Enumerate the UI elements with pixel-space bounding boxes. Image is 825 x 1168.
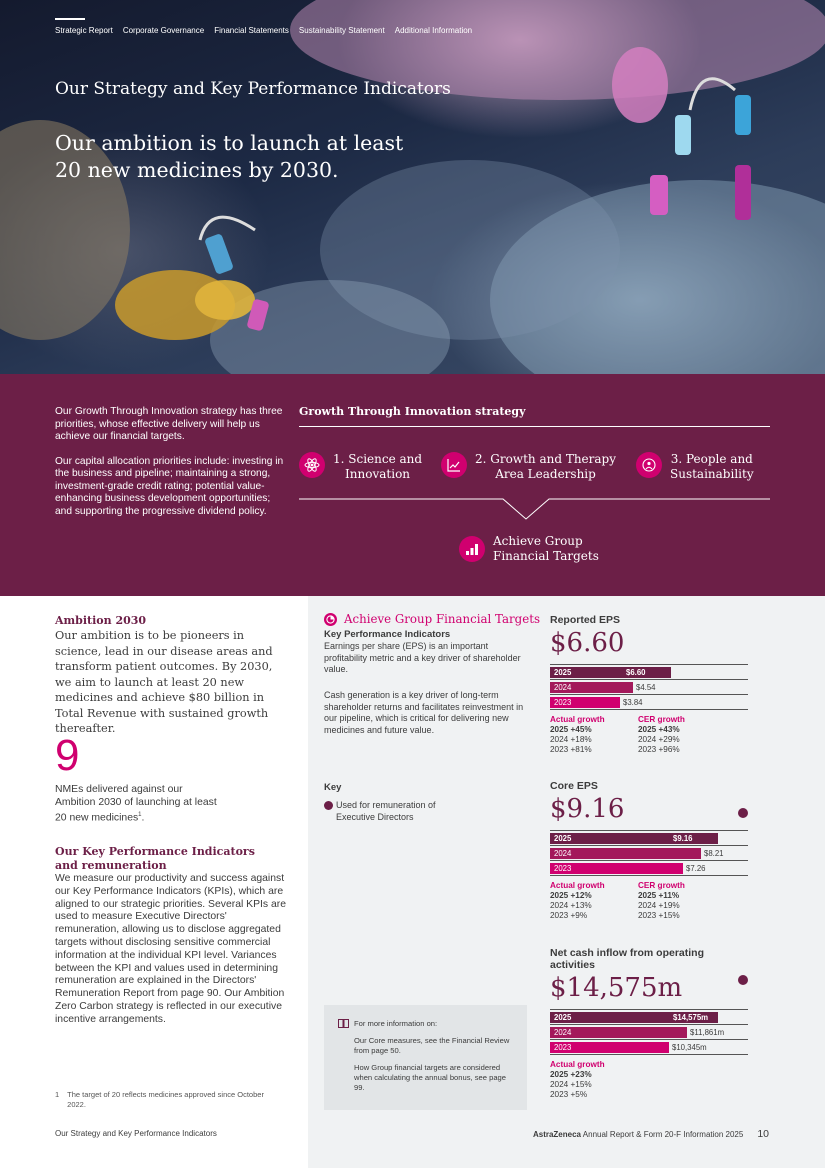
growth-value: 2023 +5% — [550, 1090, 588, 1099]
bar-row-2025 — [550, 1010, 748, 1025]
strategy-intro-p1: Our Growth Through Innovation strategy has three priorities, whose effective delivery will help us achieve our financial targets. — [55, 406, 283, 442]
kpi-core-eps — [550, 780, 748, 921]
bar-year-label: 2023 — [554, 864, 572, 873]
priority-growth-line1: 2. Growth and Therapy — [475, 452, 617, 466]
key-remuneration — [324, 800, 446, 823]
growth-column — [550, 881, 638, 921]
nav-additional-information[interactable]: Additional Information — [394, 26, 473, 35]
targets-heading-text: Achieve Group Financial Targets — [344, 612, 541, 626]
kpi-headline-value: $9.16 — [550, 794, 625, 824]
pie-chart-icon — [324, 613, 337, 626]
bar-row-2025 — [550, 831, 748, 846]
bar-value-label: $4.54 — [636, 683, 656, 692]
growth-value: 2025 +43% — [638, 725, 680, 734]
bar-year-label: 2023 — [554, 698, 572, 707]
key-remuneration-text: Used for remuneration of Executive Directors — [336, 800, 436, 822]
targets-heading — [324, 612, 540, 626]
bar-row-2024 — [550, 846, 748, 861]
growth-value: 2025 +45% — [550, 725, 592, 734]
kpi-title: Reported EPS — [550, 614, 621, 626]
bar-row-2024 — [550, 680, 748, 695]
growth-table — [550, 715, 748, 755]
kpi-cash-text: Cash generation is a key driver of long-term shareholder returns and facilitates reinvestment in our pipeline, which is critical for delivering new medicines and future value. — [324, 690, 524, 735]
nme-caption — [55, 783, 225, 824]
footnote-text: The target of 20 reflects medicines approved since October 2022. — [67, 1090, 264, 1109]
growth-value: 2024 +18% — [550, 735, 592, 744]
growth-value: 2023 +9% — [550, 911, 588, 920]
growth-value: 2023 +15% — [638, 911, 680, 920]
footnote-mark: 1 — [55, 1090, 60, 1099]
growth-heading: Actual growth — [550, 1060, 605, 1069]
priority-people-line2: Sustainability — [670, 467, 754, 481]
remuneration-dot-icon — [738, 975, 748, 985]
ambition-heading: Ambition 2030 — [55, 614, 147, 627]
footer-doc — [533, 1128, 769, 1140]
footnote — [55, 1090, 275, 1110]
bar-year-label: 2023 — [554, 1043, 572, 1052]
strategy-intro-p2: Our capital allocation priorities include: investing in the business and pipeline; maintaining a strong, investment-grade credit rating; potential value-enhancing business development opportunities; and supporting the progressive dividend policy. — [55, 455, 284, 517]
growth-value: 2025 +23% — [550, 1070, 592, 1079]
more-info-box — [324, 1005, 527, 1110]
remuneration-dot-icon — [738, 808, 748, 818]
book-icon — [338, 1019, 349, 1028]
priority-growth — [441, 452, 616, 482]
growth-column — [638, 715, 726, 755]
bar-2024 — [550, 848, 701, 859]
bar-value-label: $8.21 — [704, 849, 724, 858]
priority-science-line2: Innovation — [345, 467, 411, 481]
achieve-line1: Achieve Group — [493, 534, 583, 548]
more-info-title: For more information on: — [354, 1019, 438, 1028]
hero-headline: Our ambition is to launch at least 20 new medicines by 2030. — [55, 131, 404, 182]
atom-icon — [299, 452, 325, 478]
nme-end: . — [141, 812, 145, 824]
strategy-chevron-rule — [299, 486, 771, 526]
bar-row-2023 — [550, 695, 748, 710]
priority-science — [299, 452, 422, 482]
bar-year-label: 2025 — [554, 834, 572, 843]
growth-value: 2023 +96% — [638, 745, 680, 754]
growth-value: 2024 +19% — [638, 901, 680, 910]
growth-column — [550, 1060, 638, 1100]
growth-value: 2025 +12% — [550, 891, 592, 900]
strategy-band — [0, 374, 825, 596]
page-number: 10 — [757, 1128, 769, 1140]
priority-growth-line2: Area Leadership — [495, 467, 596, 481]
kpi-bars — [550, 830, 748, 876]
kpi-bars — [550, 1009, 748, 1055]
section-nav — [55, 26, 472, 35]
kpi-headline-value: $6.60 — [550, 628, 625, 658]
kpi-net-cash — [550, 947, 748, 1100]
bar-value-label: $11,861m — [690, 1028, 725, 1037]
hero-image — [0, 0, 825, 374]
growth-value: 2024 +13% — [550, 901, 592, 910]
achieve-line2: Financial Targets — [493, 549, 599, 563]
growth-column — [550, 715, 638, 755]
bar-row-2023 — [550, 861, 748, 876]
footer-brand: AstraZeneca — [532, 1130, 581, 1139]
bar-value-label: $9.16 — [673, 834, 693, 843]
kpi-subheading: Key Performance Indicators — [324, 629, 451, 640]
globe-people-icon — [636, 452, 662, 478]
bar-value-label: $3.84 — [623, 698, 643, 707]
growth-column — [638, 881, 726, 921]
growth-heading: CER growth — [638, 881, 685, 890]
growth-heading: CER growth — [638, 715, 685, 724]
strategy-title: Growth Through Innovation strategy — [299, 405, 526, 418]
nme-count: 9 — [55, 731, 80, 780]
bar-year-label: 2025 — [554, 668, 572, 677]
kpi-remuneration-text: We measure our productivity and success against our Key Performance Indicators (KPIs), which are aligned to our strategic priorities. Several KPIs are used to measure Executive Directors' remuneration, allowing us to disclose aggregated targets without disclosing sensitive commercial information at the individual KPI level. Variances between the KPI and values used in determining remuneration are explained in the Directors' Remuneration Report from page 90. Our Ambition Zero Carbon strategy is reflected in our executive incentive arrangements. — [55, 873, 287, 1025]
molecule-illustration — [0, 0, 825, 374]
bar-year-label: 2024 — [554, 849, 572, 858]
bar-value-label: $6.60 — [626, 668, 646, 677]
bar-row-2025 — [550, 665, 748, 680]
priority-people — [636, 452, 754, 482]
bar-year-label: 2024 — [554, 1028, 572, 1037]
achieve-targets — [459, 534, 599, 564]
growth-value: 2024 +15% — [550, 1080, 592, 1089]
bar-year-label: 2024 — [554, 683, 572, 692]
kpi-headline-value: $14,575m — [550, 973, 683, 1003]
kpi-title: Core EPS — [550, 780, 598, 792]
growth-value: 2023 +81% — [550, 745, 592, 754]
more-info-bonus[interactable]: How Group financial targets are considered when calculating the annual bonus, see page 99. — [354, 1063, 506, 1092]
growth-table — [550, 881, 748, 921]
bar-year-label: 2025 — [554, 1013, 572, 1022]
nav-rule — [55, 18, 85, 20]
key-heading: Key — [324, 782, 342, 793]
nme-text: NMEs delivered against our Ambition 2030 of launching at least 20 new medicines — [55, 784, 217, 824]
bar-value-label: $10,345m — [672, 1043, 707, 1052]
footer-section-title: Our Strategy and Key Performance Indicators — [55, 1129, 217, 1138]
more-info-core[interactable]: Our Core measures, see the Financial Review from page 50. — [354, 1036, 510, 1055]
growth-heading: Actual growth — [550, 715, 605, 724]
bar-row-2024 — [550, 1025, 748, 1040]
kpi-title: Net cash inflow from operating activities — [550, 947, 705, 971]
bar-chart-icon — [459, 536, 485, 562]
kpi-remuneration-heading: Our Key Performance Indicators and remuneration — [55, 845, 255, 872]
strategy-rule — [299, 426, 770, 427]
nme-footnote-mark: 1 — [138, 812, 142, 818]
growth-chart-icon — [441, 452, 467, 478]
bar-value-label: $7.26 — [686, 864, 706, 873]
nav-sustainability-statement[interactable]: Sustainability Statement — [298, 26, 385, 35]
bar-value-label: $14,575m — [673, 1013, 709, 1022]
bar-row-2023 — [550, 1040, 748, 1055]
nav-financial-statements[interactable]: Financial Statements — [214, 26, 289, 35]
kpi-eps-text: Earnings per share (EPS) is an important profitability metric and a key driver of shareholder value. — [324, 641, 521, 674]
growth-value: 2025 +11% — [638, 891, 680, 900]
priority-people-line1: 3. People and — [670, 452, 753, 466]
growth-value: 2024 +29% — [638, 735, 680, 744]
page-title: Our Strategy and Key Performance Indicators — [55, 79, 451, 99]
nav-strategic-report[interactable]: Strategic Report — [55, 26, 113, 35]
growth-heading: Actual growth — [550, 881, 605, 890]
footer-doc-title: Annual Report & Form 20-F Information 2025 — [582, 1130, 744, 1139]
growth-table — [550, 1060, 748, 1100]
priority-science-line1: 1. Science and — [333, 452, 423, 466]
strategy-intro — [55, 406, 285, 530]
kpi-reported-eps — [550, 614, 748, 755]
remuneration-dot-icon — [324, 801, 333, 810]
nav-corporate-governance[interactable]: Corporate Governance — [122, 26, 205, 35]
ambition-text: Our ambition is to be pioneers in science, lead in our disease areas and transform patient outcomes. By 2030, we aim to launch at least 20 new medicines and achieve $80 billion in Total Revenue with sustained growth thereafter. — [55, 629, 273, 735]
kpi-bars — [550, 664, 748, 710]
